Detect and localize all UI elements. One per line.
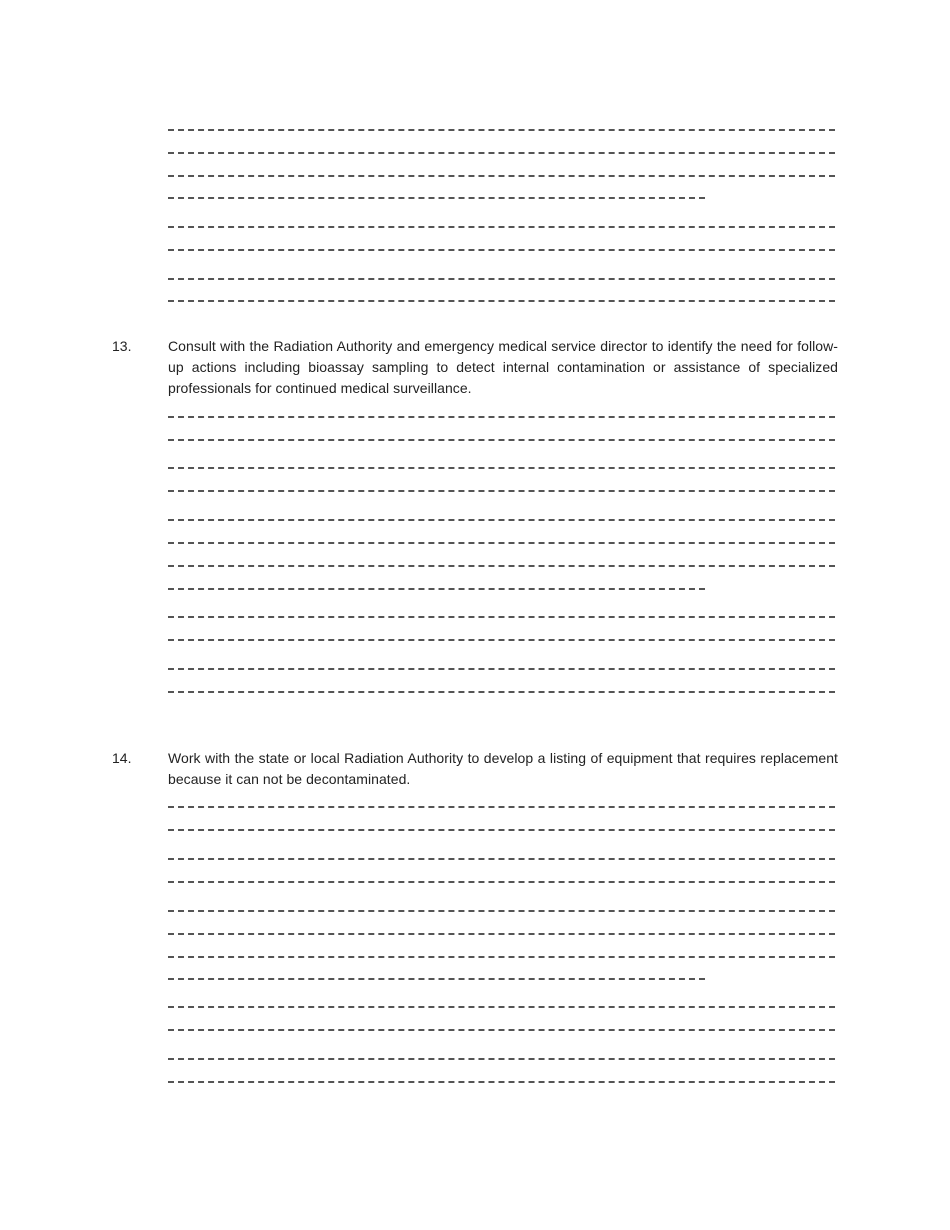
answer-line xyxy=(168,249,835,251)
answer-line xyxy=(168,129,835,131)
answer-line xyxy=(168,542,835,544)
answer-line xyxy=(168,933,835,935)
item-text: Work with the state or local Radiation Authority to develop a listing of equipment that requires replacement because it can not be decontaminated. xyxy=(168,750,838,787)
answer-line xyxy=(168,1058,835,1060)
item-number: 13. xyxy=(112,338,132,354)
answer-line xyxy=(168,910,835,912)
answer-line xyxy=(168,956,835,958)
answer-line xyxy=(168,439,835,441)
answer-line xyxy=(168,668,835,670)
answer-line xyxy=(168,1029,835,1031)
answer-line xyxy=(168,300,835,302)
answer-line xyxy=(168,416,835,418)
answer-line xyxy=(168,616,835,618)
answer-line xyxy=(168,588,705,590)
answer-line xyxy=(168,1006,835,1008)
answer-line xyxy=(168,197,705,199)
answer-line xyxy=(168,639,835,641)
answer-line xyxy=(168,806,835,808)
answer-line xyxy=(168,829,835,831)
answer-line xyxy=(168,691,835,693)
item-text: Consult with the Radiation Authority and emergency medical service director to identify the need for follow-up actions including bioassay sampling to detect internal contamination or assistance of specialized professionals for continued medical surveillance. xyxy=(168,338,838,396)
answer-line xyxy=(168,519,835,521)
answer-line xyxy=(168,1081,835,1083)
answer-line xyxy=(168,175,835,177)
answer-line xyxy=(168,565,835,567)
answer-line xyxy=(168,881,835,883)
answer-line xyxy=(168,152,835,154)
answer-line xyxy=(168,978,705,980)
answer-line xyxy=(168,278,835,280)
item-number: 14. xyxy=(112,750,132,766)
answer-line xyxy=(168,490,835,492)
answer-line xyxy=(168,226,835,228)
answer-line xyxy=(168,467,835,469)
answer-line xyxy=(168,858,835,860)
